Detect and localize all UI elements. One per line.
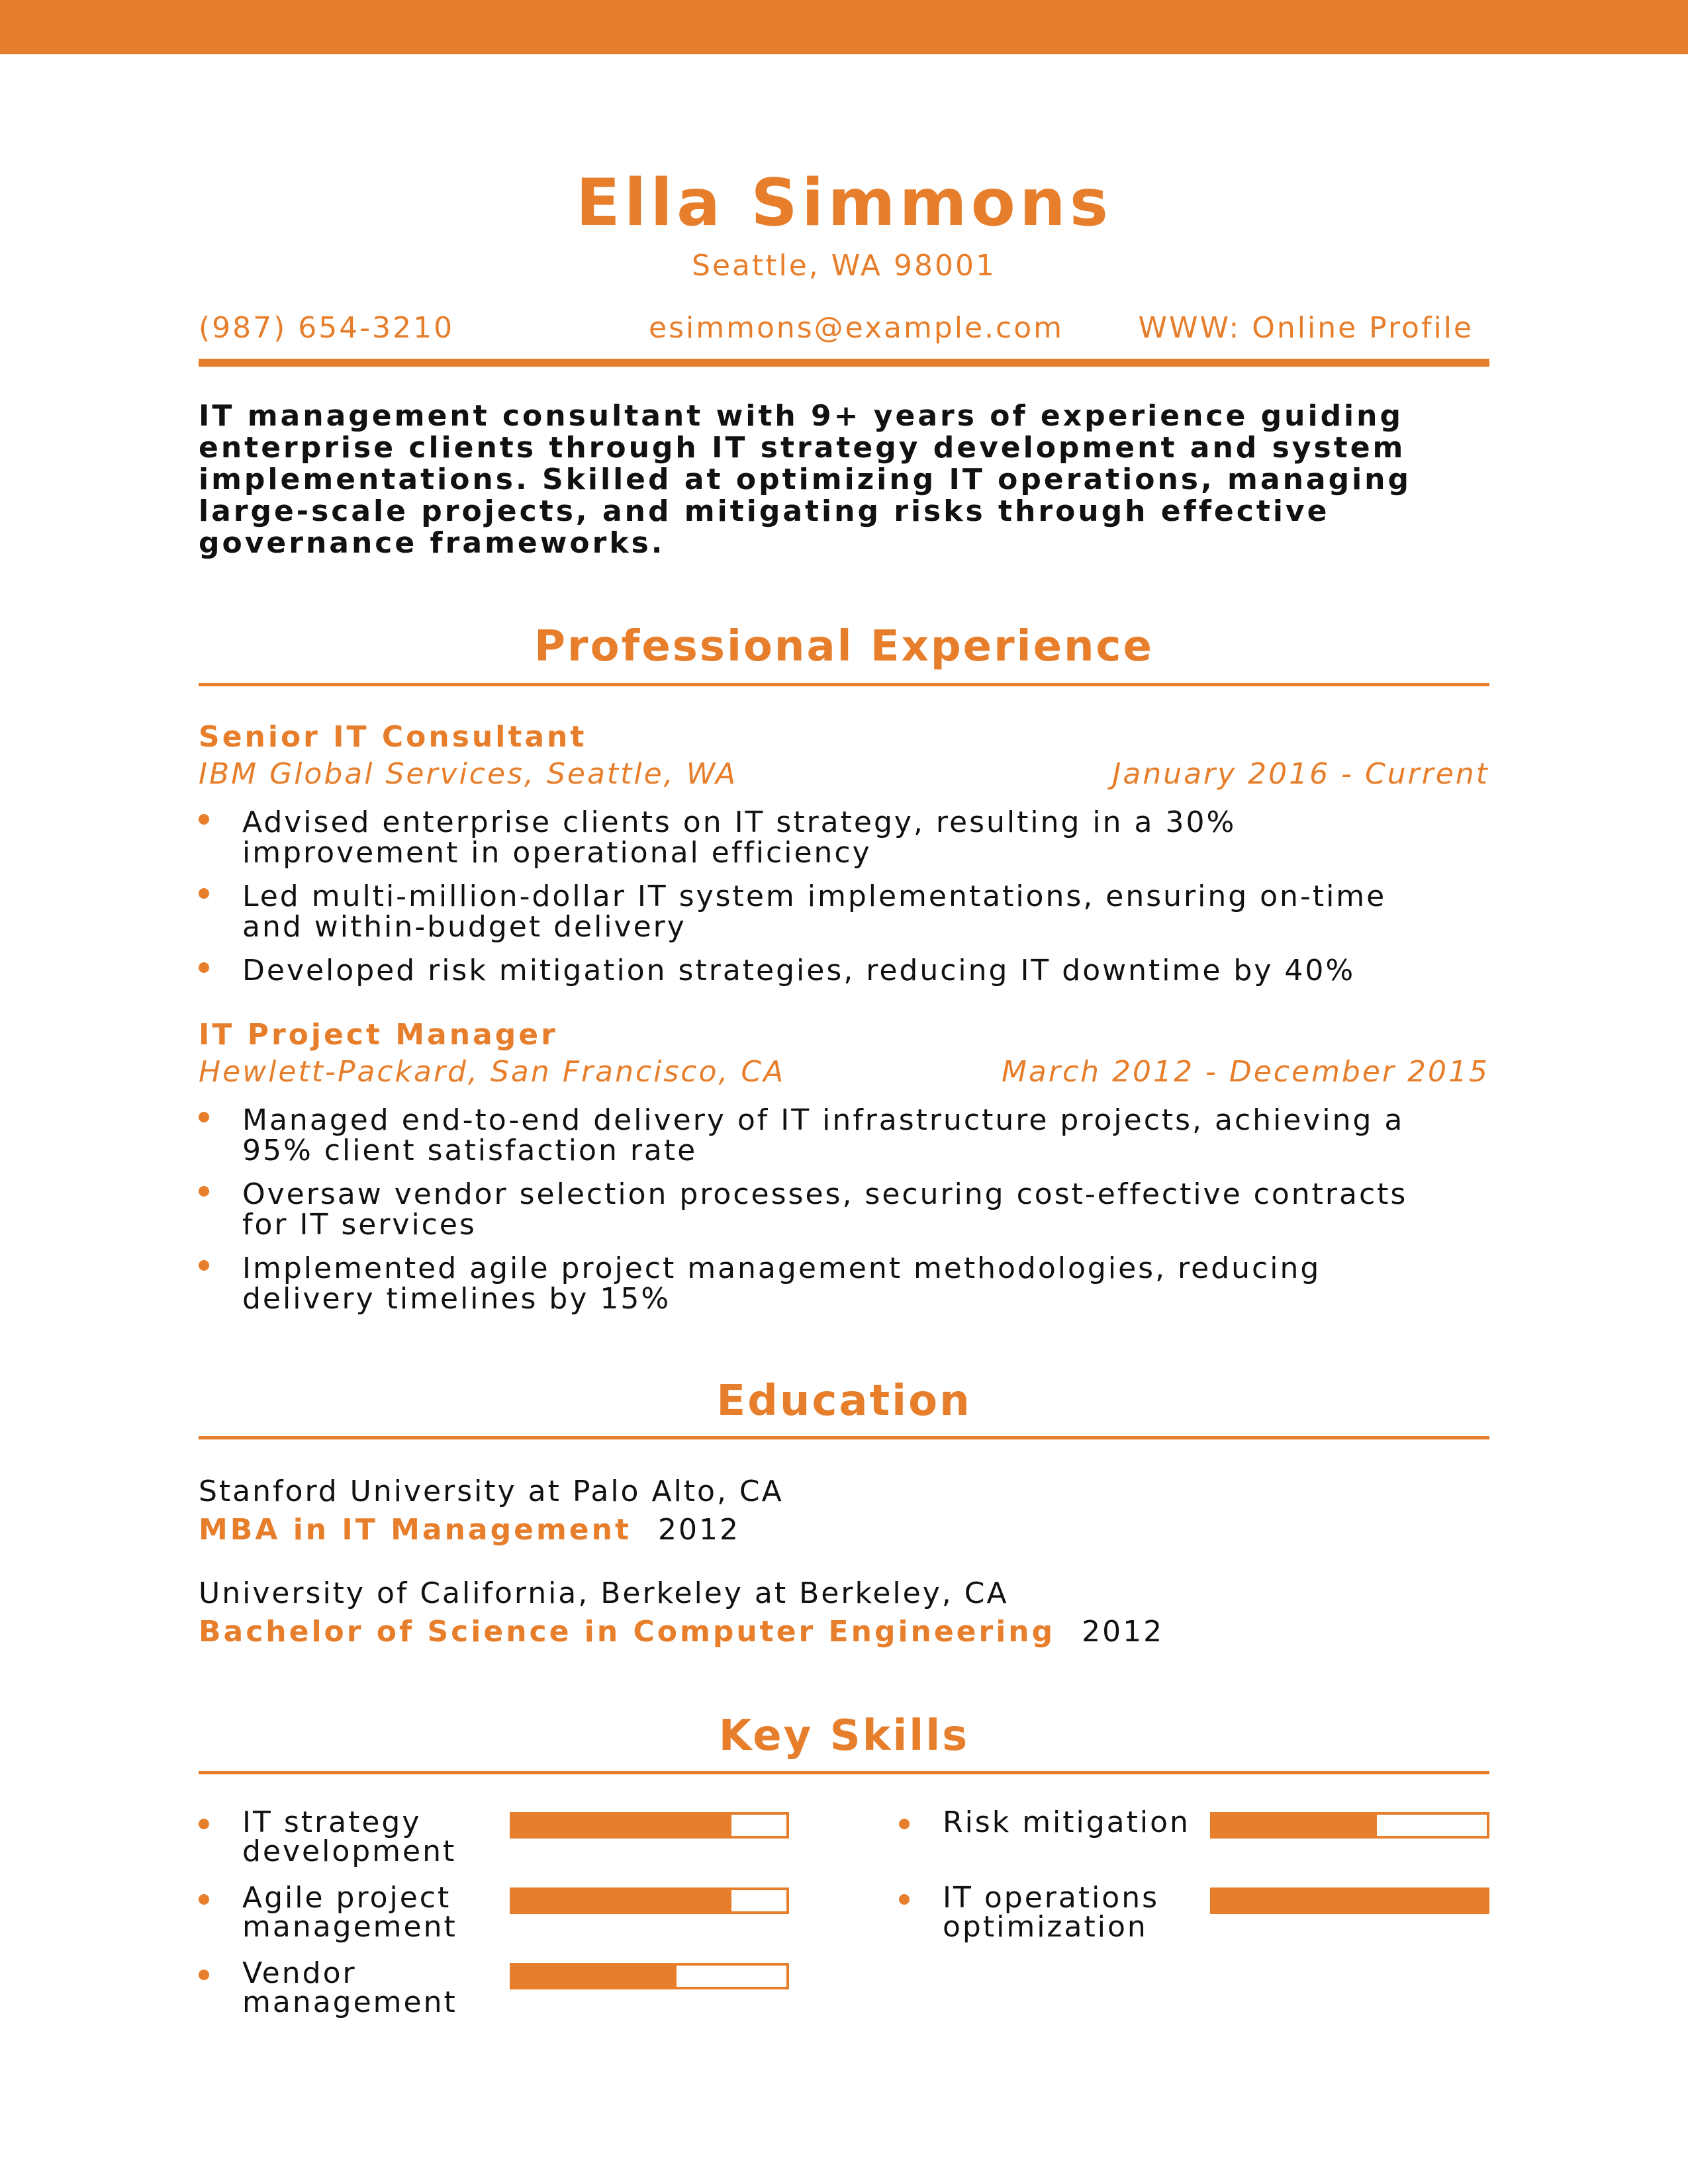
job-company: Hewlett-Packard, San Francisco, CA [199, 1055, 786, 1089]
skill-item [199, 1956, 834, 2036]
skill-item [199, 1805, 834, 1885]
education-degree-row [199, 1615, 1164, 1649]
skill-level-bar [1210, 1888, 1489, 1914]
skills-heading: Key Skills [718, 1711, 970, 1760]
list-item: Implemented agile project management methodologies, reducing delivery timelines by 15% [199, 1253, 1443, 1314]
skill-level-bar [1210, 1812, 1489, 1839]
skill-item [899, 1881, 1534, 1960]
professional-summary: IT management consultant with 9+ years of experience guiding enterprise clients through IT strategy development and system implementations. Skilled at optimizing IT operations, managing large-scale projects, and mitigating risks through effective governance frameworks. [199, 399, 1411, 560]
bullet-icon [199, 1186, 209, 1197]
skill-level-bar [510, 1888, 789, 1914]
education-degree: Bachelor of Science in Computer Engineering [199, 1615, 1056, 1649]
skill-label: Vendor management [242, 1956, 457, 2019]
bullet-icon [199, 814, 209, 825]
skill-label: IT operations optimization [943, 1881, 1160, 1944]
skill-label: Risk mitigation [943, 1805, 1190, 1839]
skill-item [199, 1881, 834, 1960]
bullet-icon [199, 888, 209, 899]
bullet-icon [899, 1894, 910, 1905]
skill-level-bar [510, 1963, 789, 1989]
bullet-icon [199, 1894, 209, 1905]
job-meta [199, 757, 1489, 793]
bullet-icon [199, 1970, 209, 1980]
candidate-name: Ella Simmons [575, 165, 1113, 241]
list-item: Advised enterprise clients on IT strategy, resulting in a 30% improvement in operational efficiency [199, 807, 1443, 868]
education-year: 2012 [1082, 1615, 1164, 1649]
job-company: IBM Global Services, Seattle, WA [199, 757, 738, 791]
experience-heading: Professional Experience [534, 622, 1154, 671]
list-item: Led multi-million-dollar IT system implementations, ensuring on-time and within-budget delivery [199, 882, 1443, 942]
top-accent-bar [0, 0, 1688, 54]
email-link[interactable]: esimmons@example.com [649, 311, 1064, 345]
skill-level-bar [510, 1812, 789, 1839]
education-school: University of California, Berkeley at Berkeley, CA [199, 1576, 1009, 1610]
online-profile-link[interactable]: WWW: Online Profile [1138, 311, 1474, 345]
skills-divider [199, 1771, 1489, 1774]
list-item: Developed risk mitigation strategies, reducing IT downtime by 40% [199, 956, 1443, 986]
job-bullets [199, 807, 1443, 999]
header-divider [199, 359, 1489, 367]
list-item: Managed end-to-end delivery of IT infrastructure projects, achieving a 95% client satisfaction rate [199, 1105, 1443, 1166]
job-meta [199, 1055, 1489, 1091]
education-year: 2012 [658, 1513, 740, 1547]
skill-item [899, 1805, 1534, 1885]
bullet-icon [199, 1819, 209, 1829]
education-divider [199, 1436, 1489, 1439]
skill-label: Agile project management [242, 1881, 457, 1944]
candidate-location: Seattle, WA 98001 [692, 249, 996, 283]
skill-level-fill [512, 1890, 731, 1911]
education-school: Stanford University at Palo Alto, CA [199, 1475, 784, 1508]
education-degree: MBA in IT Management [199, 1513, 632, 1547]
skill-level-fill [512, 1966, 677, 1987]
bullet-icon [199, 1260, 209, 1271]
bullet-icon [199, 1112, 209, 1122]
list-item: Oversaw vendor selection processes, securing cost-effective contracts for IT services [199, 1179, 1443, 1240]
job-dates: January 2016 - Current [1112, 757, 1489, 791]
bullet-icon [199, 962, 209, 973]
experience-divider [199, 683, 1489, 686]
skill-level-fill [1213, 1890, 1487, 1911]
job-title: Senior IT Consultant [199, 720, 587, 754]
bullet-icon [899, 1819, 910, 1829]
phone-number: (987) 654-3210 [199, 311, 455, 345]
skill-level-fill [512, 1815, 731, 1836]
job-dates: March 2012 - December 2015 [1001, 1055, 1489, 1089]
job-title: IT Project Manager [199, 1018, 558, 1052]
skill-label: IT strategy development [242, 1805, 457, 1868]
contact-row [199, 311, 1489, 351]
job-bullets [199, 1105, 1443, 1328]
skill-level-fill [1213, 1815, 1377, 1836]
education-heading: Education [716, 1377, 972, 1426]
education-degree-row [199, 1513, 740, 1547]
